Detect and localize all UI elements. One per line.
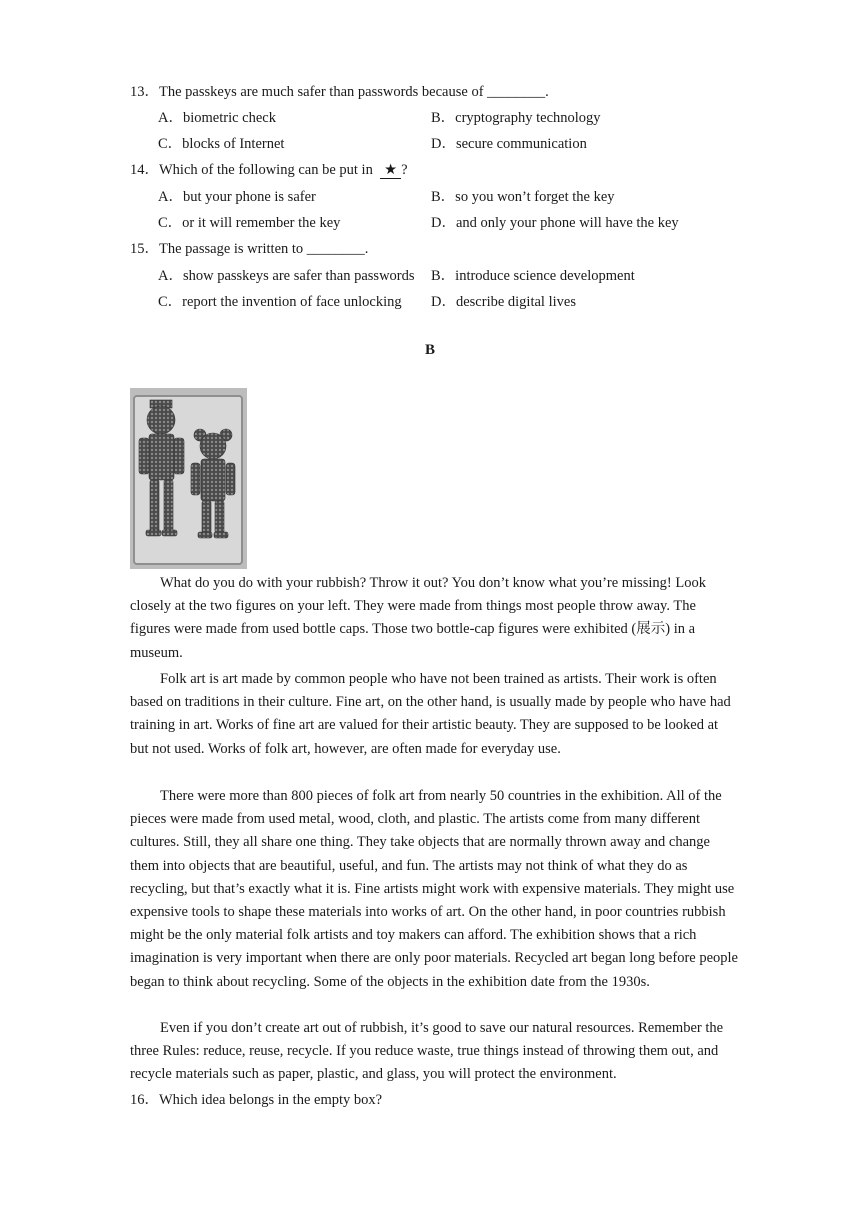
question-number: 14． [130, 162, 159, 178]
question-16 [130, 1090, 382, 1110]
option-13-a: A．biometric check [158, 110, 276, 126]
option-13-c: C．blocks of Internet [158, 136, 285, 152]
question-stem: The passage is written to ________. [159, 241, 369, 257]
question-stem: The passkeys are much safer than passwords because of ________. [159, 84, 549, 100]
question-14 [130, 160, 408, 180]
star-icon: ★ [384, 162, 398, 178]
option-14-b: B．so you won’t forget the key [431, 189, 615, 205]
option-14-d: D．and only your phone will have the key [431, 215, 679, 231]
passage-paragraph-1: What do you do with your rubbish? Throw it out? You don’t know what you’re missing! Look closely at the two figures on your left. They were made from things most people throw away. The figures were made from used bottle caps. Those two bottle-cap figures were exhibited (展示) in a museum. [130, 575, 706, 661]
question-stem: Which of the following can be put in [159, 162, 373, 178]
question-number: 13． [130, 84, 159, 100]
passage-paragraph-2: Folk art is art made by common people who have not been trained as artists. Their work is often based on traditions in their culture. Fine art, on the other hand, is usually made by people who have had training in art. Works of fine art are valued for their artistic beauty. They are supposed to be looked at but not used. Works of folk art, however, are often made for everyday use. [130, 671, 731, 757]
star-blank [380, 162, 401, 179]
bottle-cap-figures-photo [130, 388, 247, 569]
question-13 [130, 82, 549, 102]
question-number: 15． [130, 241, 159, 257]
option-14-a: A．but your phone is safer [158, 189, 316, 205]
option-15-b: B．introduce science development [431, 268, 635, 284]
option-14-c: C．or it will remember the key [158, 215, 341, 231]
question-stem-end: ? [401, 162, 408, 178]
question-stem: Which idea belongs in the empty box? [159, 1092, 383, 1108]
question-15 [130, 239, 368, 259]
passage-paragraph-4: Even if you don’t create art out of rubbish, it’s good to save our natural resources. Remember the three Rules: reduce, reuse, recycle. If you reduce waste, true things instead of throwing them out, and recycle materials such as paper, plastic, and glass, you will protect the environment. [130, 1020, 724, 1083]
option-15-c: C．report the invention of face unlocking [158, 294, 402, 310]
option-13-d: D．secure communication [431, 136, 587, 152]
question-number: 16． [130, 1092, 159, 1108]
option-15-a: A．show passkeys are safer than passwords [158, 268, 415, 284]
passage-paragraph-3: There were more than 800 pieces of folk art from nearly 50 countries in the exhibition. All of the pieces were made from used metal, wood, cloth, and plastic. The artists come from many different cultures. Still, they all share one thing. They take objects that are normally thrown away and change them into objects that are beautiful, useful, and fun. The artists may not think of what they do as recycling, but that’s exactly what it is. Fine artists might work with expensive materials. They might use expensive tools to shape these materials into works of art. On the other hand, in poor countries rubbish might be the only material folk artists and toy makers can afford. The exhibition shows that a rich imagination is very important when there are only poor materials. Recycled art began long before people began to think about recycling. Some of the objects in the exhibition date from the 1930s. [130, 788, 738, 990]
option-15-d: D．describe digital lives [431, 294, 576, 310]
option-13-b: B．cryptography technology [431, 110, 601, 126]
section-title: B [424, 342, 435, 358]
